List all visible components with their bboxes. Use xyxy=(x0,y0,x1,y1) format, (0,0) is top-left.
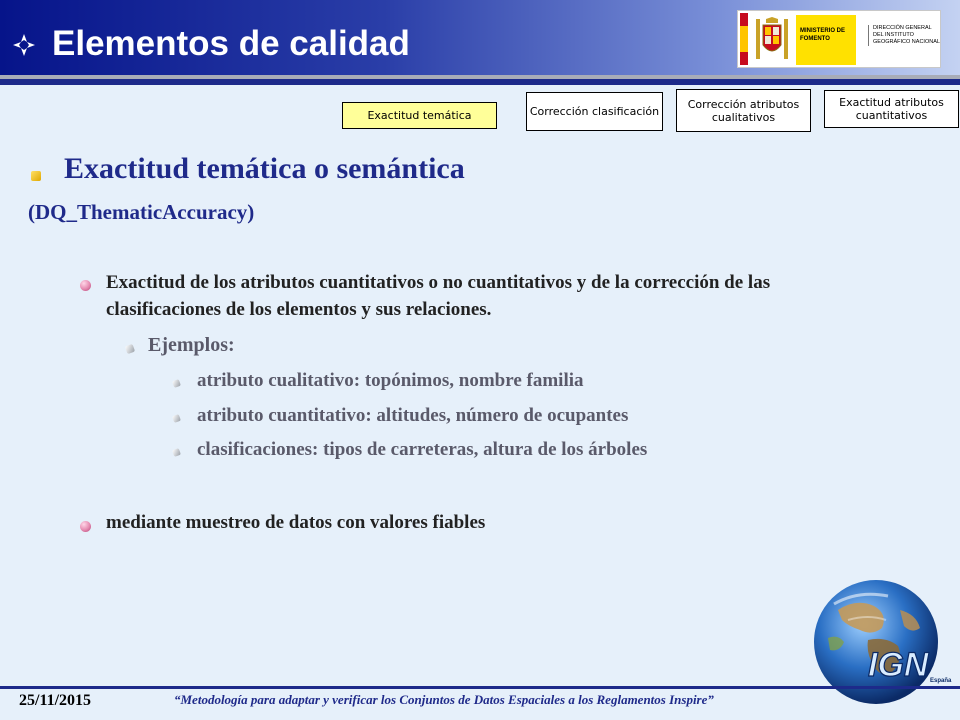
nav-correccion-atributos-cualitativos[interactable] xyxy=(676,89,811,132)
footer-date: 25/11/2015 xyxy=(19,692,92,709)
ign-logo-text: IGN xyxy=(868,646,929,684)
page-title: Elementos de calidad xyxy=(52,24,410,63)
nav-label: Corrección clasificación xyxy=(529,105,660,118)
ign-logo-subtext: España xyxy=(930,678,952,684)
header-divider-dark xyxy=(0,79,960,85)
bullet-text-sampling: mediante muestreo de datos con valores fiables xyxy=(106,512,486,533)
coat-of-arms-icon xyxy=(752,17,792,63)
example-item: atributo cuantitativo: altitudes, número de ocupantes xyxy=(197,405,629,426)
section-heading: Exactitud temática o semántica xyxy=(64,152,465,185)
example-item: clasificaciones: tipos de carreteras, altura de los árboles xyxy=(197,439,648,460)
nav-exactitud-tematica[interactable] xyxy=(342,102,497,129)
footer-divider xyxy=(0,686,960,689)
section-subheading: (DQ_ThematicAccuracy) xyxy=(28,200,255,224)
ministry-logo xyxy=(737,10,941,68)
small-bullet-icon xyxy=(172,414,181,423)
small-bullet-icon xyxy=(125,344,135,354)
title-bar xyxy=(0,0,960,75)
square-bullet-icon xyxy=(31,171,41,181)
bullet-text-definition: Exactitud de los atributos cuantitativos o no cuantitativos y de la corrección de las clasificaciones de los elementos y sus relaciones. xyxy=(106,272,771,320)
nav-exactitud-atributos-cuantitativos[interactable] xyxy=(824,90,959,128)
round-bullet-icon xyxy=(80,521,91,532)
ministry-text: MINISTERIO DE FOMENTO xyxy=(800,28,846,42)
small-bullet-icon xyxy=(172,448,181,457)
nav-label: Corrección atributos cualitativos xyxy=(687,97,800,124)
ministry-block xyxy=(796,15,856,65)
round-bullet-icon xyxy=(80,280,91,291)
directorate-text: DIRECCIÓN GENERAL DEL INSTITUTO GEOGRÁFICO NACIONAL xyxy=(868,25,942,46)
ign-globe-logo xyxy=(808,580,952,690)
nav-label: Exactitud atributos cuantitativos xyxy=(839,96,944,122)
diamond-bullet-icon xyxy=(12,33,36,57)
examples-label: Ejemplos: xyxy=(148,334,235,356)
nav-label: Exactitud temática xyxy=(367,109,472,122)
flag-stripe xyxy=(740,13,748,65)
footer-quote: “Metodología para adaptar y verificar los Conjuntos de Datos Espaciales a los Reglamentos Inspire” xyxy=(174,692,714,707)
nav-correccion-clasificacion[interactable] xyxy=(526,92,663,131)
example-item: atributo cualitativo: topónimos, nombre familia xyxy=(197,370,584,391)
small-bullet-icon xyxy=(172,379,181,388)
